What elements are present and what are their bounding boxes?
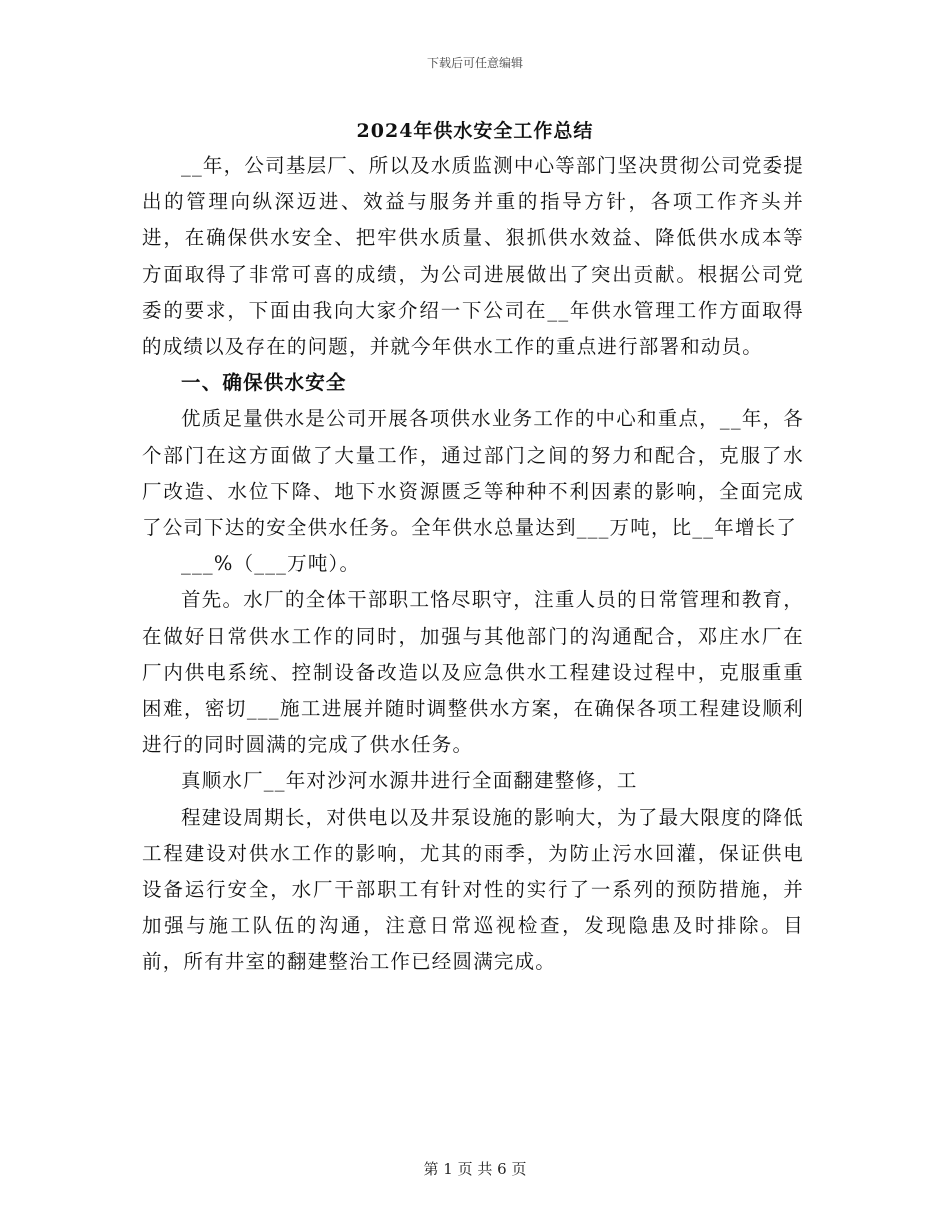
document-title: 2024年供水安全工作总结 (356, 120, 594, 142)
paragraph-zhenshun-cont: 程建设周期长，对供电以及井泵设施的影响大，为了最大限度的降低工程建设对供水工作的影响，尤其的雨季，为防止污水回灌，保证供电设备运行安全，水厂干部职工有针对性的实行了一系列的预防措施，并加强与施工队伍的沟通，注意日常巡视检查，发现隐患及时排除。目前，所有井室的翻建整治工作已经圆满完成。 (142, 805, 804, 974)
section-heading: 一、确保供水安全 (181, 371, 347, 395)
document-body (142, 148, 804, 981)
paragraph-first: 首先。水厂的全体干部职工恪尽职守，注重人员的日常管理和教育，在做好日常供水工作的同时，加强与其他部门的沟通配合，邓庄水厂在厂内供电系统、控制设备改造以及应急供水工程建设过程中，克服重重困难，密切___施工进展并随时调整供水方案，在确保各项工程建设顺利进行的同时圆满的完成了供水任务。 (142, 588, 804, 757)
page-header-note: 下载后可任意编辑 (426, 56, 523, 70)
paragraph-growth-rate: ___%（___万吨）。 (181, 552, 361, 576)
page-number: 第 1 页 共 6 页 (423, 1160, 527, 1178)
paragraph-supply-quality: 优质足量供水是公司开展各项供水业务工作的中心和重点，__年，各个部门在这方面做了大量工作，通过部门之间的努力和配合，克服了水厂改造、水位下降、地下水资源匮乏等种种不利因素的影响，全面完成了公司下达的安全供水任务。全年供水总量达到___万吨，比__年增长了 (142, 407, 804, 540)
paragraph-zhenshun-start: 真顺水厂__年对沙河水源井进行全面翻建整修，工 (181, 769, 638, 793)
paragraph-intro: __年，公司基层厂、所以及水质监测中心等部门坚决贯彻公司党委提出的管理向纵深迈进、效益与服务并重的指导方针，各项工作齐头并进，在确保供水安全、把牢供水质量、狠抓供水效益、降低供水成本等方面取得了非常可喜的成绩，为公司进展做出了突出贡献。根据公司党委的要求，下面由我向大家介绍一下公司在__年供水管理工作方面取得的成绩以及存在的问题，并就今年供水工作的重点进行部署和动员。 (142, 154, 804, 359)
